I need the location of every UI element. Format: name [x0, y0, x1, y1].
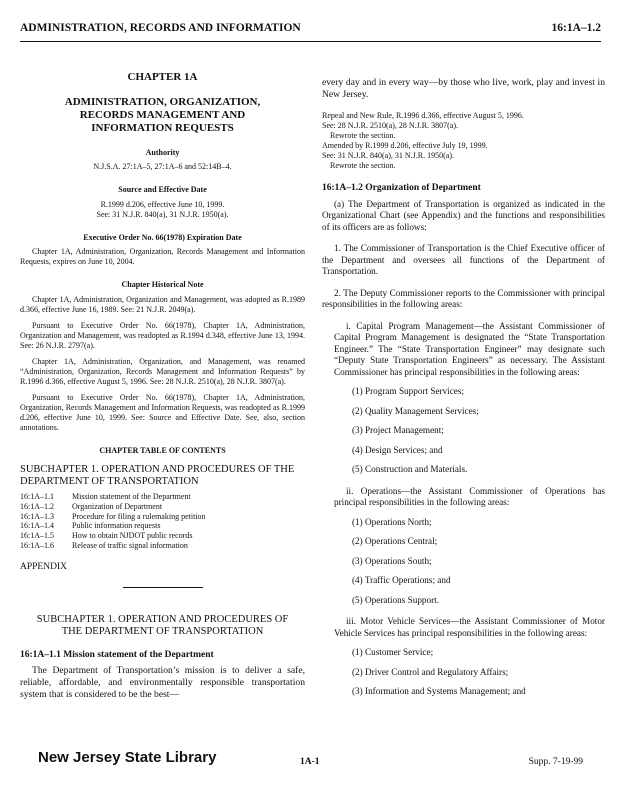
running-header: [20, 22, 601, 40]
list-item: (4) Design Services; and: [352, 444, 443, 455]
historical-note-1: Chapter 1A, Administration, Organization and Management, was adopted as R.1989 d.366, effective June 16, 1989. See: 21 N.J.R. 2049(a).: [20, 294, 305, 314]
library-stamp: New Jersey State Library: [38, 749, 217, 766]
executive-order-heading: Executive Order No. 66(1978) Expiration Date: [83, 232, 242, 242]
toc-num[interactable]: 16:1A–1.2: [20, 501, 54, 511]
header-section: 16:1A–1.2: [551, 22, 601, 34]
subchapter-heading: SUBCHAPTER 1. OPERATION AND PROCEDURES OF THE DEPARTMENT OF TRANSPORTATION: [36, 613, 289, 637]
list-item: (3) Project Management;: [352, 425, 444, 435]
source-line-1: R.1999 d.206, effective June 10, 1999.: [100, 199, 225, 209]
left-column: [20, 72, 305, 701]
toc-appendix[interactable]: APPENDIX: [20, 561, 67, 572]
list-item: (1) Customer Service;: [352, 647, 434, 657]
section-1-1-heading: 16:1A–1.1 Mission statement of the Department: [20, 649, 214, 660]
page-number: 1A-1: [300, 757, 320, 767]
note-line-6: Rewrote the section.: [330, 161, 396, 170]
list-item: (1) Operations North;: [352, 516, 432, 527]
list-item: (2) Driver Control and Regulatory Affairs;: [352, 666, 509, 677]
toc-num[interactable]: 16:1A–1.3: [20, 511, 54, 521]
source-heading: Source and Effective Date: [118, 185, 207, 194]
historical-note-2: Pursuant to Executive Order No. 66(1978), Chapter 1A, Administration, Organization and Management, was readopted as R.1994 d.348, effective June 13, 1994. See: 26 N.J.R. 2797(a).: [20, 320, 305, 350]
mission-continuation: every day and in every way—by those who live, work, play and invest in New Jersey.: [322, 77, 605, 100]
right-column: [322, 77, 605, 698]
toc-title[interactable]: How to obtain NJDOT public records: [72, 531, 193, 541]
note-line-4: Amended by R.1999 d.206, effective July 19, 1999.: [322, 141, 488, 150]
historical-note-3: Chapter 1A, Administration, Organization, and Management, was renamed “Administration, Organization, Records Management and Information Requests” by R.1996 d.366, effective August 5, 1996. See: 28 N.J.R. 2510(a), 28 N.J.R. 3807(a).: [20, 356, 305, 386]
note-line-3: Rewrote the section.: [330, 131, 396, 140]
toc-subchapter: SUBCHAPTER 1. OPERATION AND PROCEDURES OF THE DEPARTMENT OF TRANSPORTATION: [20, 464, 295, 487]
list-item: (5) Operations Support.: [352, 594, 440, 605]
paragraph-2: 2. The Deputy Commissioner reports to the Commissioner with principal responsibilities in the following areas:: [322, 287, 605, 309]
note-line-5: See: 31 N.J.R. 840(a), 31 N.J.R. 1950(a).: [322, 151, 454, 160]
paragraph-1: 1. The Commissioner of Transportation is the Chief Executive officer of the Department and oversees all functions of the Department of Transportation.: [322, 243, 605, 276]
toc-heading: CHAPTER TABLE OF CONTENTS: [99, 445, 226, 455]
header-title: ADMINISTRATION, RECORDS AND INFORMATION: [20, 22, 301, 34]
toc-num[interactable]: 16:1A–1.4: [20, 521, 54, 531]
note-line-2: See: 28 N.J.R. 2510(a), 28 N.J.R. 3807(a).: [322, 121, 458, 130]
section-1-2-heading: 16:1A–1.2 Organization of Department: [322, 183, 481, 193]
toc-title[interactable]: Procedure for filing a rulemaking petition: [72, 511, 206, 521]
list-item: (3) Information and Systems Management; and: [352, 686, 526, 696]
list-item: (4) Traffic Operations; and: [352, 575, 451, 585]
toc-title[interactable]: Release of traffic signal information: [72, 540, 188, 550]
list-item: (3) Operations South;: [352, 555, 432, 566]
executive-order-text: Chapter 1A, Administration, Organization, Records Management and Information Requests, expires on June 10, 2004.: [20, 247, 305, 266]
list-ii: [322, 517, 605, 607]
supplement-date: Supp. 7-19-99: [528, 757, 583, 767]
authority-text: N.J.S.A. 27:1A–5, 27:1A–6 and 52:14B–4.: [93, 162, 232, 171]
section-1-1-text: The Department of Transportation’s mission is to deliver a safe, reliable, affordable, and environmentally responsible transportation system that is considered to be the best—: [20, 665, 305, 701]
list-iii: [322, 647, 605, 698]
list-item: (5) Construction and Materials.: [352, 464, 468, 474]
list-item: (1) Program Support Services;: [352, 386, 465, 396]
source-line-2: See: 31 N.J.R. 840(a), 31 N.J.R. 1950(a).: [96, 209, 229, 219]
authority-heading: Authority: [145, 147, 180, 157]
toc-title[interactable]: Public information requests: [72, 521, 161, 531]
toc-num[interactable]: 16:1A–1.5: [20, 531, 54, 541]
historical-note-4: Pursuant to Executive Order No. 66(1978), Chapter 1A, Administration, Organization, Records Management and Information Requests, was readopted as R.1999 d.206, effective June 10, 1999. See: Source and Effective Date. See, also, section annotations.: [20, 392, 305, 432]
list-item: (2) Quality Management Services;: [352, 405, 479, 416]
toc-num[interactable]: 16:1A–1.1: [20, 492, 54, 501]
historical-note-heading: Chapter Historical Note: [121, 280, 204, 289]
list-i: [322, 386, 605, 476]
paragraph-i: i. Capital Program Management—the Assistant Commissioner of Capital Program Management is designated the “State Transportation Engineer.” The “State Transportation Engineer” may designate such “Deputy State Transportation Engineers” as necessary. The Assistant Commissioner has principal responsibilities in the following areas:: [334, 320, 605, 377]
toc-list: [20, 492, 305, 551]
toc-num[interactable]: 16:1A–1.6: [20, 540, 54, 550]
toc-title[interactable]: Mission statement of the Department: [72, 492, 191, 501]
paragraph-iii: iii. Motor Vehicle Services—the Assistant Commissioner of Motor Vehicle Services has principal responsibilities in the following areas:: [334, 616, 605, 638]
chapter-number: CHAPTER 1A: [127, 71, 198, 83]
header-rule: [20, 41, 601, 42]
section-divider: [123, 587, 203, 588]
paragraph-a: (a) The Department of Transportation is organized as indicated in the Organizational Chart (see Appendix) and the functions and responsibilities of its officers are as follows:: [322, 198, 605, 232]
list-item: (2) Operations Central;: [352, 536, 438, 546]
toc-title[interactable]: Organization of Department: [72, 501, 163, 511]
note-line-1: Repeal and New Rule, R.1996 d.366, effective August 5, 1996.: [322, 111, 524, 120]
chapter-title: ADMINISTRATION, ORGANIZATION, RECORDS MANAGEMENT AND INFORMATION REQUESTS: [64, 95, 261, 134]
paragraph-ii: ii. Operations—the Assistant Commissioner of Operations has principal responsibilities in the following areas:: [334, 485, 605, 507]
